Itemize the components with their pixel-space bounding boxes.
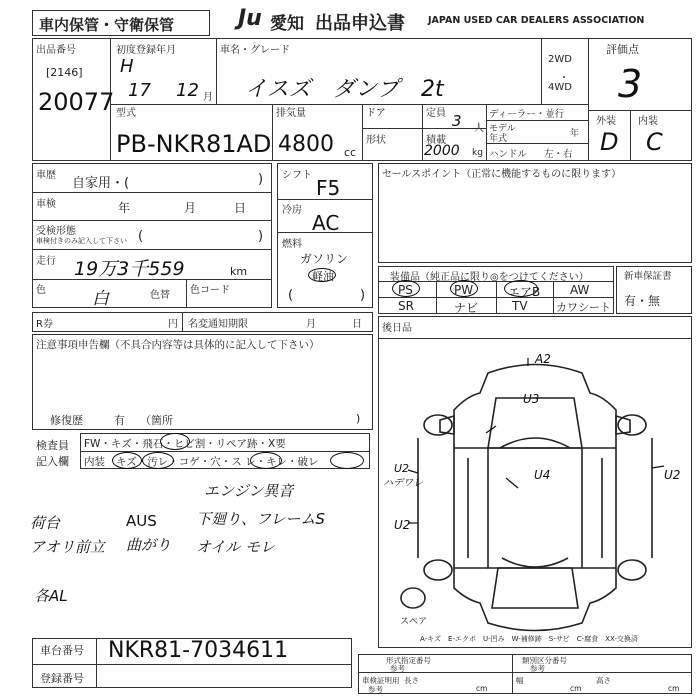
mileage-label: 走行 — [36, 256, 56, 267]
color-value: 白 — [92, 289, 109, 309]
registration-era: H — [120, 56, 134, 77]
damage-u2-left: U2 — [394, 462, 410, 475]
damage-u4: U4 — [534, 468, 551, 482]
evaluation-score: 3 — [618, 62, 643, 106]
model-label: モデル — [489, 124, 516, 134]
recycle-label: R券 — [36, 319, 53, 330]
car-diagram — [378, 338, 692, 648]
cooling-value: AC — [312, 211, 340, 235]
note-engine: エンジン異音 — [204, 482, 294, 500]
handle-options: 左・右 — [544, 149, 573, 160]
mileage-unit: km — [230, 265, 248, 278]
evaluation-label: 評価点 — [606, 43, 639, 56]
load-label: 積載 — [426, 135, 446, 146]
color-change-label: 色替 — [150, 290, 170, 301]
registration-label: 初度登録年月 — [116, 45, 176, 56]
door-label: ドア — [366, 108, 386, 119]
note-bent: 曲がり — [126, 536, 172, 554]
type-value: PB-NKR81AD — [116, 130, 272, 158]
4wd-label: 4WD — [548, 82, 572, 93]
model-year-unit: 年 — [570, 129, 580, 139]
history-value: 自家用・( — [72, 176, 130, 191]
ps-circle — [392, 280, 420, 297]
checker-fw-line: FW・キズ・飛石・ヒビ割・リペア跡・X要 — [84, 438, 286, 450]
registration-month-unit: 月 — [203, 92, 213, 103]
exterior-value: D — [600, 128, 619, 156]
checker-circle-2 — [112, 452, 142, 469]
equipment-ps: PS — [398, 283, 413, 297]
interior-value: C — [646, 128, 663, 156]
cooling-label: 冷房 — [282, 205, 302, 216]
load-unit: kg — [472, 148, 483, 158]
inspection-label: 車検 — [36, 199, 56, 210]
equipment-airbag: エアB — [508, 285, 541, 299]
car-name-label: 車名・グレード — [220, 45, 290, 56]
later-docs-label: 後日品 — [382, 323, 412, 334]
load-value: 2000 — [424, 143, 460, 159]
warranty-label: 新車保証書 — [624, 271, 672, 282]
equipment-aw: AW — [570, 283, 590, 297]
checker-interior-tag: 内装 — [84, 456, 105, 468]
pw-circle — [450, 280, 478, 297]
fuel-label: 燃料 — [282, 239, 302, 250]
lot-number: 20077 — [38, 88, 115, 116]
color-code-label: 色コード — [190, 285, 230, 296]
checker-interior-line: キズ・汚レ・コゲ・穴・ス レ・キレ・破レ — [116, 456, 319, 468]
note-under: 下廻り、フレームS — [196, 510, 325, 528]
displacement-unit: cc — [344, 146, 357, 159]
fuel-circle — [308, 268, 336, 282]
car-name-value: イスズ ダンプ 2t — [245, 77, 444, 102]
exterior-label: 外装 — [596, 116, 616, 127]
shape-label: 形状 — [366, 135, 386, 146]
fuel-value: ガソリン — [300, 252, 349, 266]
repair-value: 有 — [114, 414, 125, 427]
mileage-value: 19万3千559 — [74, 258, 185, 280]
form-title: 出品申込書 — [315, 13, 405, 34]
equipment-pw: PW — [454, 283, 474, 297]
checker-label-2: 記入欄 — [36, 455, 69, 468]
damage-u2-right: U2 — [664, 468, 681, 482]
registration-year: 17 — [128, 80, 151, 101]
lot-sub-number: [2146] — [46, 66, 83, 79]
reception-label: 受検形態 — [36, 226, 76, 237]
displacement-value: 4800 — [278, 132, 334, 157]
type-label: 型式 — [116, 108, 136, 119]
history-label: 車歴 — [36, 170, 56, 181]
ju-logo: Ju — [238, 6, 262, 31]
storage-label: 車内保管・守衛保管 — [39, 16, 175, 34]
damage-u2-low: U2 — [394, 518, 411, 532]
capacity-value: 3 — [452, 112, 462, 130]
reception-note: 車検付きのみ記入して下さい — [36, 237, 127, 245]
capacity-label: 定員 — [426, 108, 446, 119]
model-year-label: 年式 — [489, 134, 508, 144]
damage-legend: A-キズ E-エクボ U-凹み W-補修跡 S-サビ C-腐食 XX-交換済 — [420, 635, 638, 643]
equipment-navi: ナビ — [454, 301, 479, 315]
repair-place: （箇所 — [140, 414, 173, 427]
displacement-label: 排気量 — [276, 108, 306, 119]
chassis-label: 車台番号 — [40, 644, 84, 657]
repair-label: 修復歴 — [50, 414, 83, 427]
registration-month: 12 — [176, 80, 199, 101]
checker-circle-4 — [250, 452, 282, 469]
color-label: 色 — [36, 285, 46, 296]
note-bed: 荷台 — [30, 514, 61, 532]
handle-label: ハンドル — [489, 149, 528, 160]
form-note-label: 形式指定番号 — [386, 656, 431, 665]
damage-fender: ハデワレ — [383, 478, 423, 489]
equipment-tv: TV — [512, 299, 528, 313]
org-name: 愛知 — [270, 14, 304, 34]
airbag-circle — [504, 280, 538, 297]
note-vari: 各AL — [34, 587, 68, 605]
fuel-other: 軽油 — [312, 270, 334, 283]
checker-circle-3 — [142, 452, 174, 469]
damage-a2: A2 — [535, 352, 551, 366]
capacity-unit: 人 — [474, 123, 484, 134]
warranty-options: 有・無 — [624, 294, 661, 308]
height-label: 高さ — [596, 676, 611, 685]
note-aus: AUS — [126, 512, 157, 530]
equipment-sr: SR — [398, 299, 414, 313]
equipment-label: 装備品（純正品に限り◎をつけてください） — [390, 272, 589, 283]
lot-label: 出品番号 — [36, 45, 76, 56]
note-oil: オイル モレ — [196, 538, 276, 556]
name-change-label: 名変通知期限 — [188, 319, 248, 330]
storage-box — [32, 10, 210, 36]
damage-u3: U3 — [523, 392, 540, 406]
interior-label: 内装 — [638, 116, 658, 127]
notes-label: 注意事項申告欄（不具合内容等は具体的に記入して下さい） — [36, 339, 320, 351]
shift-label: シフト — [282, 170, 312, 181]
association-name: JAPAN USED CAR DEALERS ASSOCIATION — [428, 15, 645, 26]
dealer-label: ディーラー・並行 — [489, 109, 565, 120]
shift-value: F5 — [316, 176, 341, 200]
2wd-label: 2WD — [548, 54, 572, 65]
sales-point-label: セールスポイント（正常に機能するものに限ります） — [382, 169, 622, 180]
spare-label: スペア — [400, 617, 428, 627]
vehicle-cert-label: 車検証明用 — [362, 676, 400, 685]
checker-label-1: 検査員 — [36, 439, 69, 452]
equipment-seat: カワシート — [556, 301, 611, 314]
checker-circle-1 — [160, 433, 190, 450]
width-label: 幅 — [516, 676, 524, 685]
note-aori: アオリ前立 — [30, 538, 105, 556]
checker-circle-5 — [330, 452, 364, 469]
chassis-number: NKR81-7034611 — [108, 638, 289, 663]
length-label: 長さ — [404, 676, 419, 685]
plate-label: 登録番号 — [40, 672, 84, 685]
class-note-label: 類別区分番号 — [522, 656, 567, 665]
